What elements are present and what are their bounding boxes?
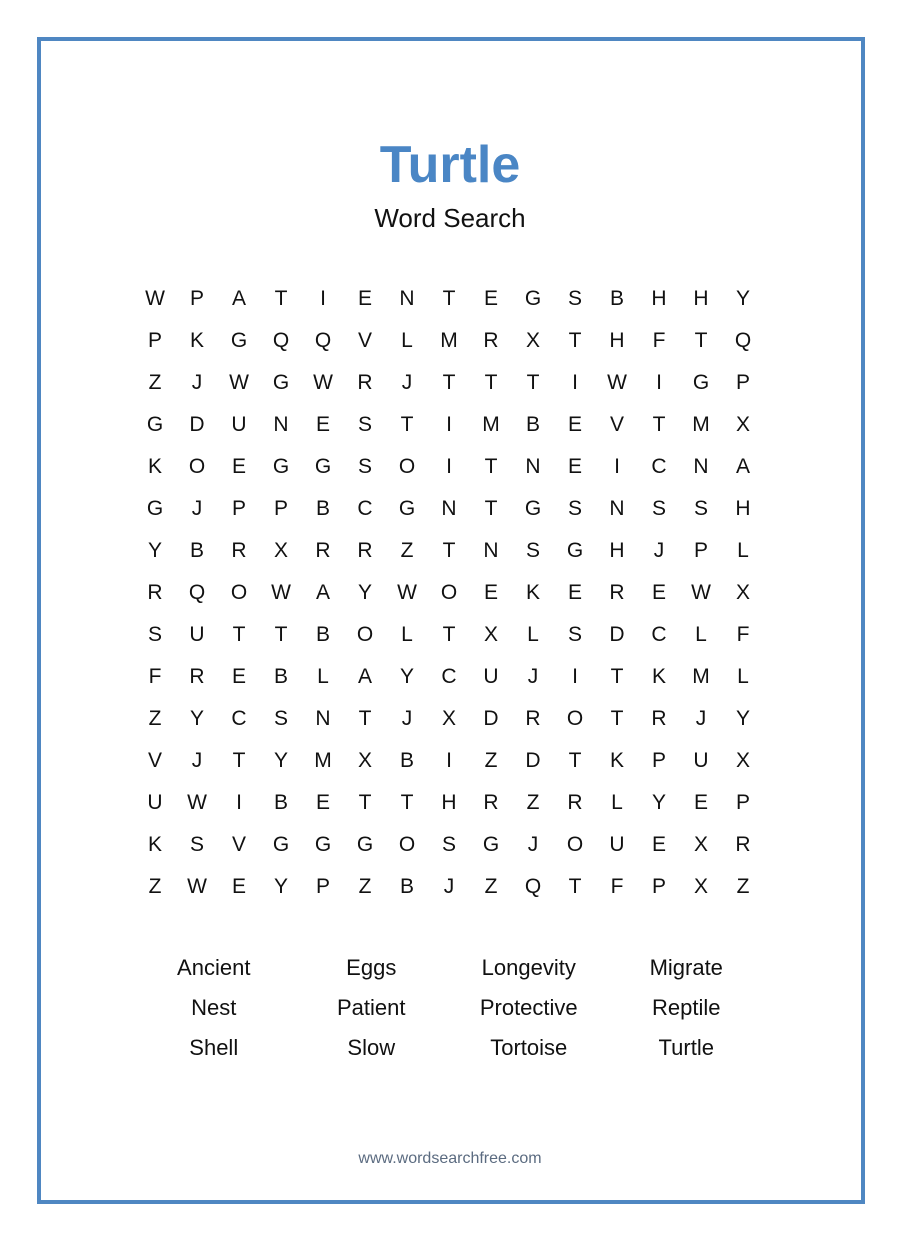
grid-letter[interactable]: S xyxy=(273,707,288,730)
grid-letter[interactable]: R xyxy=(189,665,205,688)
grid-letter[interactable]: B xyxy=(273,665,288,688)
grid-letter[interactable]: G xyxy=(146,497,164,520)
grid-letter[interactable]: F xyxy=(148,665,162,688)
grid-letter[interactable]: G xyxy=(314,455,332,478)
grid-letter[interactable]: H xyxy=(735,497,751,520)
word-list-item: Nest xyxy=(191,995,237,1020)
grid-letter[interactable]: E xyxy=(693,791,708,814)
grid-letter[interactable]: B xyxy=(525,413,540,436)
word-list-item: Shell xyxy=(189,1035,239,1060)
grid-letter[interactable]: N xyxy=(315,707,331,730)
grid-letter[interactable]: B xyxy=(315,623,330,646)
word-list-item: Turtle xyxy=(658,1035,714,1060)
grid-letter[interactable]: S xyxy=(357,413,372,436)
grid-letter[interactable]: E xyxy=(483,581,498,604)
grid-letter[interactable]: R xyxy=(357,539,373,562)
grid-letter[interactable]: L xyxy=(737,665,749,688)
grid-letter[interactable]: P xyxy=(651,749,666,772)
page-subtitle: Word Search xyxy=(374,203,526,233)
grid-letter[interactable]: J xyxy=(191,371,203,394)
grid-letter[interactable]: A xyxy=(231,287,246,310)
grid-letter[interactable]: U xyxy=(609,833,625,856)
grid-letter[interactable]: Y xyxy=(357,581,372,604)
grid-row xyxy=(134,614,764,656)
grid-letter[interactable]: S xyxy=(651,497,666,520)
grid-letter[interactable]: E xyxy=(231,665,246,688)
grid-letter[interactable]: C xyxy=(651,455,667,478)
grid-row xyxy=(134,572,764,614)
grid-letter[interactable]: S xyxy=(147,623,162,646)
grid-letter[interactable]: E xyxy=(231,455,246,478)
grid-letter[interactable]: W xyxy=(187,791,207,814)
grid-letter[interactable]: L xyxy=(611,791,623,814)
grid-letter[interactable]: A xyxy=(357,665,372,688)
word-list-item: Protective xyxy=(479,995,578,1020)
grid-letter[interactable]: T xyxy=(568,749,582,772)
grid-letter[interactable]: L xyxy=(401,329,413,352)
grid-letter[interactable]: H xyxy=(609,539,625,562)
grid-letter[interactable]: T xyxy=(484,455,498,478)
grid-letter[interactable]: Y xyxy=(735,287,750,310)
grid-letter[interactable]: E xyxy=(567,455,582,478)
grid-letter[interactable]: L xyxy=(401,623,413,646)
grid-letter[interactable]: G xyxy=(482,833,500,856)
grid-letter[interactable]: H xyxy=(609,329,625,352)
grid-letter[interactable]: G xyxy=(398,497,416,520)
grid-letter[interactable]: Q xyxy=(188,581,206,604)
grid-letter[interactable]: S xyxy=(357,455,372,478)
grid-letter[interactable]: S xyxy=(693,497,708,520)
grid-letter[interactable]: Z xyxy=(736,875,750,898)
grid-letter[interactable]: J xyxy=(443,875,455,898)
grid-letter[interactable]: N xyxy=(525,455,541,478)
grid-letter[interactable]: J xyxy=(191,749,203,772)
grid-letter[interactable]: W xyxy=(397,581,417,604)
grid-letter[interactable]: O xyxy=(398,455,416,478)
word-list xyxy=(135,948,765,1068)
grid-letter[interactable]: T xyxy=(442,623,456,646)
grid-letter[interactable]: X xyxy=(693,875,708,898)
grid-letter[interactable]: B xyxy=(315,497,330,520)
grid-row xyxy=(134,362,764,404)
grid-letter[interactable]: P xyxy=(693,539,708,562)
grid-letter[interactable]: E xyxy=(567,581,582,604)
grid-row xyxy=(134,404,764,446)
grid-letter[interactable]: T xyxy=(400,413,414,436)
grid-row xyxy=(134,530,764,572)
grid-letter[interactable]: E xyxy=(315,791,330,814)
grid-letter[interactable]: V xyxy=(231,833,246,856)
grid-letter[interactable]: Z xyxy=(358,875,372,898)
grid-letter[interactable]: K xyxy=(651,665,666,688)
grid-letter[interactable]: Y xyxy=(189,707,204,730)
grid-letter[interactable]: B xyxy=(189,539,204,562)
grid-letter[interactable]: W xyxy=(607,371,627,394)
grid-letter[interactable]: Q xyxy=(314,329,332,352)
grid-letter[interactable]: U xyxy=(147,791,163,814)
grid-letter[interactable]: W xyxy=(187,875,207,898)
grid-letter[interactable]: V xyxy=(357,329,372,352)
grid-row xyxy=(134,320,764,362)
grid-letter[interactable]: T xyxy=(484,371,498,394)
grid-letter[interactable]: Z xyxy=(148,707,162,730)
grid-letter[interactable]: K xyxy=(147,455,162,478)
grid-letter[interactable]: T xyxy=(568,875,582,898)
grid-letter[interactable]: S xyxy=(525,539,540,562)
grid-letter[interactable]: Y xyxy=(273,749,288,772)
grid-letter[interactable]: I xyxy=(614,455,620,478)
grid-letter[interactable]: A xyxy=(735,455,750,478)
word-list-row xyxy=(135,948,765,988)
grid-letter[interactable]: P xyxy=(147,329,162,352)
grid-letter[interactable]: X xyxy=(735,749,750,772)
grid-letter[interactable]: E xyxy=(357,287,372,310)
grid-letter[interactable]: N xyxy=(693,455,709,478)
grid-letter[interactable]: Y xyxy=(147,539,162,562)
grid-letter[interactable]: P xyxy=(231,497,246,520)
grid-letter[interactable]: B xyxy=(609,287,624,310)
grid-letter[interactable]: X xyxy=(483,623,498,646)
grid-letter[interactable]: S xyxy=(567,623,582,646)
word-list-item: Tortoise xyxy=(490,1035,568,1060)
grid-letter[interactable]: O xyxy=(398,833,416,856)
word-list-row xyxy=(135,1028,765,1068)
grid-letter[interactable]: X xyxy=(441,707,456,730)
grid-letter[interactable]: H xyxy=(651,287,667,310)
grid-letter[interactable]: Z xyxy=(526,791,540,814)
grid-letter[interactable]: P xyxy=(189,287,204,310)
grid-letter[interactable]: J xyxy=(653,539,665,562)
grid-letter[interactable]: T xyxy=(694,329,708,352)
grid-letter[interactable]: J xyxy=(527,665,539,688)
grid-letter[interactable]: Y xyxy=(273,875,288,898)
grid-letter[interactable]: X xyxy=(357,749,372,772)
grid-letter[interactable]: I xyxy=(572,665,578,688)
grid-letter[interactable]: T xyxy=(568,329,582,352)
word-list-row xyxy=(135,988,765,1028)
grid-letter[interactable]: C xyxy=(231,707,247,730)
grid-letter[interactable]: G xyxy=(692,371,710,394)
grid-letter[interactable]: T xyxy=(652,413,666,436)
grid-letter[interactable]: F xyxy=(736,623,750,646)
grid-letter[interactable]: Z xyxy=(148,875,162,898)
grid-letter[interactable]: R xyxy=(609,581,625,604)
grid-row xyxy=(134,782,764,824)
grid-letter[interactable]: I xyxy=(446,749,452,772)
word-list-item: Migrate xyxy=(649,955,723,980)
grid-letter[interactable]: S xyxy=(189,833,204,856)
grid-letter[interactable]: O xyxy=(566,707,584,730)
grid-letter[interactable]: U xyxy=(693,749,709,772)
grid-row xyxy=(134,446,764,488)
grid-letter[interactable]: E xyxy=(567,413,582,436)
grid-letter[interactable]: R xyxy=(231,539,247,562)
grid-letter[interactable]: Z xyxy=(484,875,498,898)
grid-letter[interactable]: S xyxy=(567,287,582,310)
grid-letter[interactable]: O xyxy=(566,833,584,856)
word-list-item: Longevity xyxy=(481,955,576,980)
grid-letter[interactable]: W xyxy=(691,581,711,604)
grid-row xyxy=(134,824,764,866)
grid-letter[interactable]: G xyxy=(272,455,290,478)
grid-letter[interactable]: N xyxy=(483,539,499,562)
grid-letter[interactable]: K xyxy=(525,581,540,604)
grid-letter[interactable]: J xyxy=(191,497,203,520)
grid-letter[interactable]: K xyxy=(147,833,162,856)
grid-letter[interactable]: R xyxy=(483,329,499,352)
grid-letter[interactable]: Z xyxy=(400,539,414,562)
grid-row xyxy=(134,866,764,908)
grid-letter[interactable]: A xyxy=(315,581,330,604)
grid-letter[interactable]: M xyxy=(314,749,332,772)
grid-letter[interactable]: E xyxy=(651,833,666,856)
grid-letter[interactable]: O xyxy=(440,581,458,604)
grid-letter[interactable]: X xyxy=(693,833,708,856)
grid-letter[interactable]: I xyxy=(572,371,578,394)
grid-letter[interactable]: R xyxy=(147,581,163,604)
grid-letter[interactable]: G xyxy=(272,371,290,394)
grid-letter[interactable]: W xyxy=(271,581,291,604)
grid-row xyxy=(134,488,764,530)
grid-letter[interactable]: T xyxy=(610,665,624,688)
grid-letter[interactable]: T xyxy=(526,371,540,394)
grid-letter[interactable]: D xyxy=(189,413,205,436)
grid-letter[interactable]: G xyxy=(356,833,374,856)
grid-letter[interactable]: P xyxy=(651,875,666,898)
word-list-item: Slow xyxy=(347,1035,396,1060)
grid-letter[interactable]: X xyxy=(525,329,540,352)
grid-row xyxy=(134,698,764,740)
grid-letter[interactable]: Y xyxy=(399,665,414,688)
grid-letter[interactable]: I xyxy=(320,287,326,310)
grid-letter[interactable]: T xyxy=(232,623,246,646)
grid-letter[interactable]: E xyxy=(315,413,330,436)
grid-letter[interactable]: R xyxy=(651,707,667,730)
grid-letter[interactable]: T xyxy=(442,287,456,310)
grid-letter[interactable]: B xyxy=(399,749,414,772)
grid-letter[interactable]: H xyxy=(693,287,709,310)
grid-letter[interactable]: T xyxy=(274,623,288,646)
grid-letter[interactable]: W xyxy=(229,371,249,394)
grid-letter[interactable]: G xyxy=(524,497,542,520)
grid-letter[interactable]: O xyxy=(356,623,374,646)
grid-letter[interactable]: Q xyxy=(272,329,290,352)
grid-letter[interactable]: P xyxy=(735,371,750,394)
grid-letter[interactable]: C xyxy=(651,623,667,646)
grid-letter[interactable]: N xyxy=(609,497,625,520)
grid-letter[interactable]: O xyxy=(188,455,206,478)
grid-row xyxy=(134,740,764,782)
grid-letter[interactable]: G xyxy=(272,833,290,856)
grid-letter[interactable]: M xyxy=(692,413,710,436)
grid-letter[interactable]: X xyxy=(273,539,288,562)
grid-letter[interactable]: D xyxy=(483,707,499,730)
grid-letter[interactable]: I xyxy=(446,413,452,436)
grid-letter[interactable]: X xyxy=(735,413,750,436)
grid-letter[interactable]: I xyxy=(236,791,242,814)
grid-letter[interactable]: N xyxy=(273,413,289,436)
grid-row xyxy=(134,656,764,698)
grid-letter[interactable]: G xyxy=(566,539,584,562)
grid-letter[interactable]: N xyxy=(399,287,415,310)
grid-letter[interactable]: U xyxy=(231,413,247,436)
grid-letter[interactable]: R xyxy=(525,707,541,730)
grid-letter[interactable]: D xyxy=(525,749,541,772)
grid-letter[interactable]: E xyxy=(231,875,246,898)
grid-letter[interactable]: J xyxy=(401,707,413,730)
grid-letter[interactable]: T xyxy=(274,287,288,310)
grid-letter[interactable]: F xyxy=(652,329,666,352)
grid-letter[interactable]: C xyxy=(357,497,373,520)
grid-letter[interactable]: P xyxy=(273,497,288,520)
grid-letter[interactable]: T xyxy=(232,749,246,772)
grid-letter[interactable]: E xyxy=(483,287,498,310)
word-list-item: Eggs xyxy=(346,955,397,980)
grid-letter[interactable]: V xyxy=(609,413,624,436)
grid-letter[interactable]: W xyxy=(145,287,165,310)
grid-letter[interactable]: T xyxy=(400,791,414,814)
grid-letter[interactable]: Z xyxy=(148,371,162,394)
grid-letter[interactable]: V xyxy=(147,749,162,772)
grid-letter[interactable]: C xyxy=(441,665,457,688)
grid-letter[interactable]: T xyxy=(484,497,498,520)
grid-letter[interactable]: J xyxy=(695,707,707,730)
grid-letter[interactable]: I xyxy=(656,371,662,394)
word-list-item: Ancient xyxy=(177,955,251,980)
grid-letter[interactable]: G xyxy=(314,833,332,856)
grid-letter[interactable]: G xyxy=(524,287,542,310)
grid-letter[interactable]: P xyxy=(315,875,330,898)
grid-letter[interactable]: L xyxy=(737,539,749,562)
grid-letter[interactable]: B xyxy=(399,875,414,898)
grid-letter[interactable]: B xyxy=(273,791,288,814)
grid-letter[interactable]: R xyxy=(315,539,331,562)
grid-letter[interactable]: J xyxy=(401,371,413,394)
grid-letter[interactable]: G xyxy=(146,413,164,436)
grid-letter[interactable]: X xyxy=(735,581,750,604)
grid-letter[interactable]: I xyxy=(446,455,452,478)
grid-row xyxy=(134,278,764,320)
grid-letter[interactable]: T xyxy=(442,371,456,394)
word-list-item: Reptile xyxy=(652,995,721,1020)
footer-url[interactable]: www.wordsearchfree.com xyxy=(358,1150,542,1167)
grid-letter[interactable]: R xyxy=(567,791,583,814)
grid-letter[interactable]: L xyxy=(527,623,539,646)
grid-letter[interactable]: D xyxy=(609,623,625,646)
grid-letter[interactable]: J xyxy=(527,833,539,856)
grid-letter[interactable]: N xyxy=(441,497,457,520)
grid-letter[interactable]: Y xyxy=(735,707,750,730)
letter-grid xyxy=(134,278,764,908)
grid-letter[interactable]: L xyxy=(317,665,329,688)
grid-letter[interactable]: M xyxy=(692,665,710,688)
grid-letter[interactable]: T xyxy=(442,539,456,562)
grid-letter[interactable]: U xyxy=(483,665,499,688)
grid-letter[interactable]: R xyxy=(483,791,499,814)
grid-letter[interactable]: T xyxy=(358,791,372,814)
grid-letter[interactable]: F xyxy=(610,875,624,898)
grid-letter[interactable]: R xyxy=(357,371,373,394)
grid-letter[interactable]: L xyxy=(695,623,707,646)
grid-letter[interactable]: M xyxy=(440,329,458,352)
grid-letter[interactable]: K xyxy=(609,749,624,772)
grid-letter[interactable]: G xyxy=(230,329,248,352)
grid-letter[interactable]: Q xyxy=(734,329,752,352)
grid-letter[interactable]: S xyxy=(441,833,456,856)
grid-letter[interactable]: H xyxy=(441,791,457,814)
grid-letter[interactable]: M xyxy=(482,413,500,436)
grid-letter[interactable]: Y xyxy=(651,791,666,814)
grid-letter[interactable]: O xyxy=(230,581,248,604)
grid-letter[interactable]: W xyxy=(313,371,333,394)
grid-letter[interactable]: S xyxy=(567,497,582,520)
word-list-item: Patient xyxy=(337,995,406,1020)
grid-letter[interactable]: U xyxy=(189,623,205,646)
grid-letter[interactable]: R xyxy=(735,833,751,856)
grid-letter[interactable]: P xyxy=(735,791,750,814)
grid-letter[interactable]: T xyxy=(358,707,372,730)
page-title: Turtle xyxy=(379,136,521,194)
grid-letter[interactable]: K xyxy=(189,329,204,352)
grid-letter[interactable]: T xyxy=(610,707,624,730)
grid-letter[interactable]: Q xyxy=(524,875,542,898)
grid-letter[interactable]: Z xyxy=(484,749,498,772)
grid-letter[interactable]: E xyxy=(651,581,666,604)
